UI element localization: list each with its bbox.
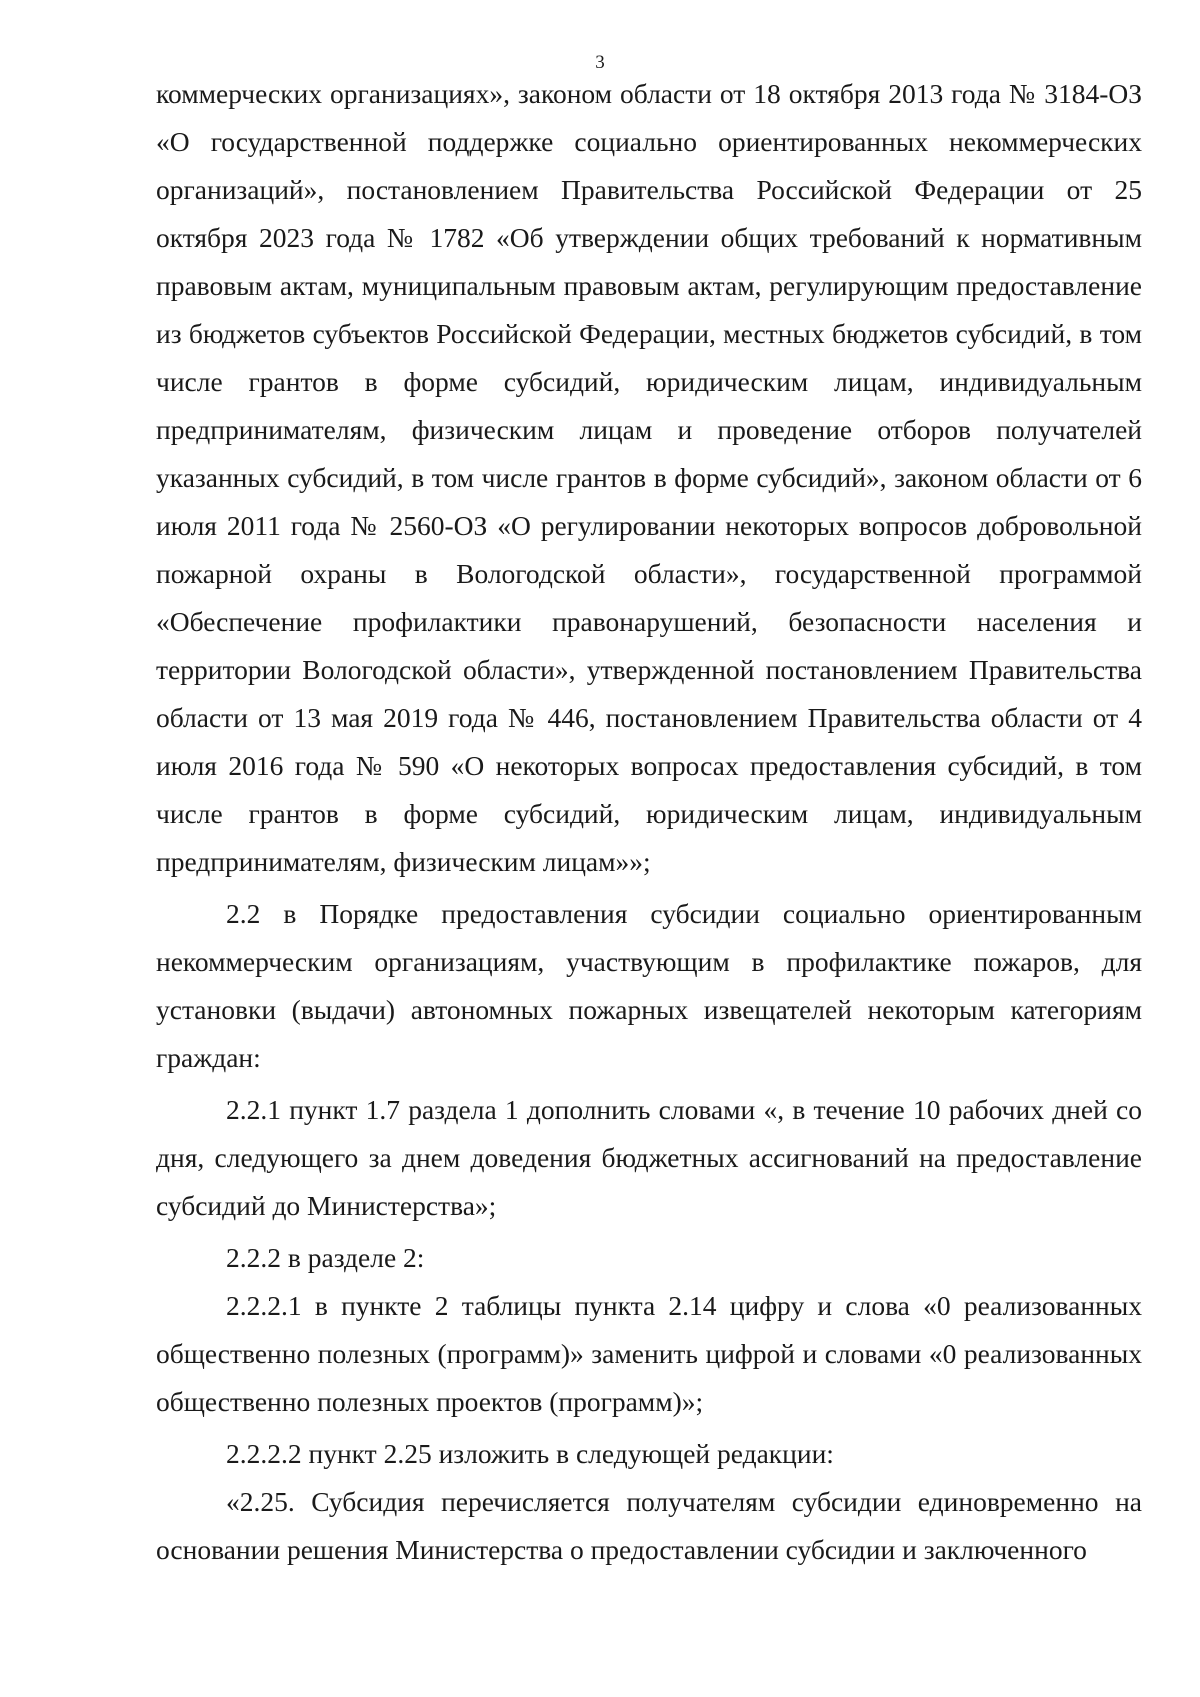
paragraph-2-2-2: 2.2.2 в разделе 2: [226,1242,425,1273]
paragraph-2-2-2-1: 2.2.2.1 в пункте 2 таблицы пункта 2.14 цифру и слова «0 реализованных общественно полезных (программ)» заменить цифрой и словами «0 реализованных общественно полезных проектов (программ)»; [156,1290,1142,1417]
document-body [156,70,1142,1574]
paragraph-continuation: коммерческих организациях», законом области от 18 октября 2013 года № 3184-ОЗ «О государственной поддержке социально ориентированных некоммерческих организаций», постановлением Правительства Российской Федерации от 25 октября 2023 года № 1782 «Об утверждении общих требований к нормативным правовым актам, муниципальным правовым актам, регулирующим предоставление из бюджетов субъектов Российской Федерации, местных бюджетов субсидий, в том числе грантов в форме субсидий, юридическим лицам, индивидуальным предпринимателям, физическим лицам и проведение отборов получателей указанных субсидий, в том числе грантов в форме субсидий», законом области от 6 июля 2011 года № 2560-ОЗ «О регулировании некоторых вопросов добровольной пожарной охраны в Вологодской области», государственной программой «Обеспечение профилактики правонарушений, безопасности населения и территории Вологодской области», утвержденной постановлением Правительства области от 13 мая 2019 года № 446, постановлением Правительства области от 4 июля 2016 года № 590 «О некоторых вопросах предоставления субсидий, в том числе грантов в форме субсидий, юридическим лицам, индивидуальным предпринимателям, физическим лицам»»; [156,78,1142,877]
paragraph-2-2-2-2: 2.2.2.2 пункт 2.25 изложить в следующей редакции: [226,1438,834,1469]
paragraph-2-25: «2.25. Субсидия перечисляется получателям субсидии единовременно на основании решения Министерства о предоставлении субсидии и заключенного [156,1486,1142,1565]
paragraph-2-2-1: 2.2.1 пункт 1.7 раздела 1 дополнить словами «, в течение 10 рабочих дней со дня, следующего за днем доведения бюджетных ассигнований на предоставление субсидий до Министерства»; [156,1094,1142,1221]
paragraph-2-2: 2.2 в Порядке предоставления субсидии социально ориентированным некоммерческим организациям, участвующим в профилактике пожаров, для установки (выдачи) автономных пожарных извещателей некоторым категориям граждан: [156,898,1142,1073]
page-number: 3 [595,52,605,73]
